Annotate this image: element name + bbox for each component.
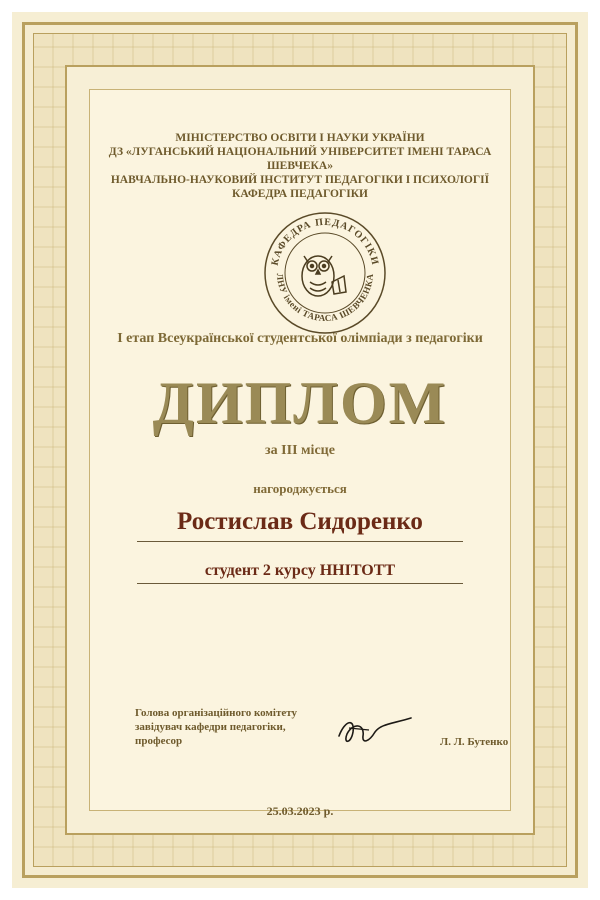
department-line: КАФЕДРА ПЕДАГОГІКИ [232, 188, 368, 200]
university-line: ДЗ «ЛУГАНСЬКИЙ НАЦІОНАЛЬНИЙ УНІВЕРСИТЕТ ІМЕНІ ТАРАСА ШЕВЧЕКА» [108, 146, 492, 172]
place-label: за ІІІ місце [265, 443, 335, 458]
recipient-detail: студент 2 курсу ННІТОТТ [204, 562, 396, 579]
svg-text:ЛНУ імені ТАРАСА ШЕВЧЕНКА [275, 273, 375, 323]
issue-date: 25.03.2023 р. [266, 804, 334, 818]
institute-line: НАВЧАЛЬНО-НАУКОВИЙ ІНСТИТУТ ПЕДАГОГІКИ І ПСИХОЛОГІЇ [110, 174, 490, 186]
signer-position-line: завідувач кафедри педагогіки, [135, 721, 286, 733]
department-emblem-icon [260, 208, 390, 338]
competition-title: І етап Всеукраїнської студентської олімпіади з педагогіки [117, 331, 483, 346]
awarded-label: нагороджується [253, 481, 347, 496]
recipient-underline [137, 541, 463, 542]
signer-position-line: Голова організаційного комітету [135, 707, 298, 719]
ministry-line: МІНІСТЕРСТВО ОСВІТИ І НАУКИ УКРАЇНИ [175, 132, 425, 144]
emblem-top-text: КАФЕДРА ПЕДАГОГІКИ [269, 216, 381, 267]
diploma-content [89, 89, 511, 818]
emblem-bottom-text: ЛНУ імені ТАРАСА ШЕВЧЕНКА [274, 272, 376, 324]
outer-frame [22, 22, 578, 878]
svg-text:КАФЕДРА ПЕДАГОГІКИ [270, 217, 381, 267]
detail-underline [137, 583, 463, 584]
signer-position [135, 706, 297, 748]
signer-position-line: професор [135, 735, 183, 747]
issuer-header [90, 131, 510, 201]
diploma-title: ДИПЛОМ [152, 370, 448, 436]
owl-icon [302, 256, 346, 296]
signer-name: Л. Л. Бутенко [440, 736, 509, 748]
recipient-name: Ростислав Сидоренко [177, 508, 423, 535]
signature-icon [335, 712, 415, 750]
